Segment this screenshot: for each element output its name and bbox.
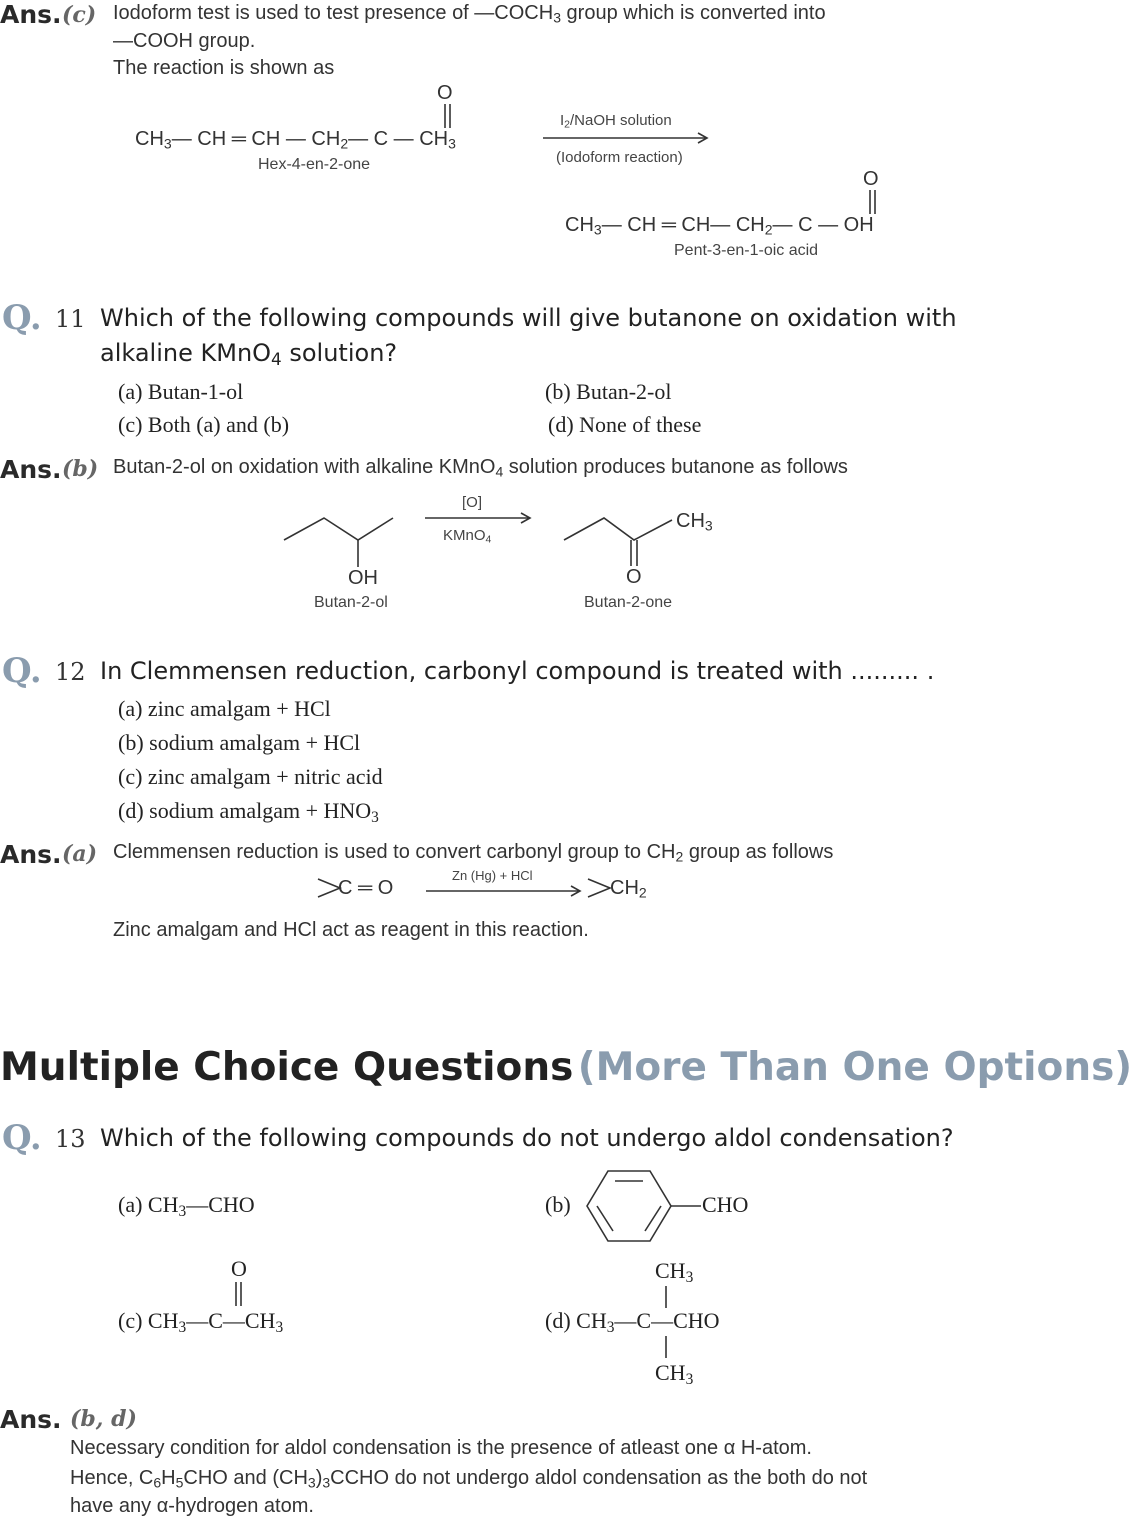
option-c[interactable]: (c) zinc amalgam + nitric acid [118, 764, 383, 789]
carbonyl-oxygen: O [231, 1256, 247, 1281]
answer-text: Butan-2-ol on oxidation with alkaline KMnO$_4$ solution produces butanone as follows [113, 456, 848, 480]
question-text: In Clemmensen reduction, carbonyl compound is treated with ......... . [100, 657, 935, 685]
option-c[interactable]: (c) Both (a) and (b) [118, 412, 290, 437]
answer-text-line1: Necessary condition for aldol condensation is the presence of atleast one α H-atom. [70, 1437, 812, 1459]
reaction-arrow [425, 511, 535, 525]
question-text-line1: Which of the following compounds will give butanone on oxidation with [100, 304, 957, 332]
reagent-label: Zn (Hg) + HCl [452, 868, 533, 883]
answer-label: Ans. [0, 0, 62, 29]
option-d[interactable]: (d) $CH_3—C—CHO$ [545, 1308, 720, 1336]
question-marker: Q. [2, 651, 42, 691]
single-bond-symbol [662, 1336, 670, 1360]
product-oxygen: O [863, 168, 879, 190]
section-title: Multiple Choice Questions [0, 1045, 574, 1090]
reagent-top: $I_2$/NaOH solution [560, 112, 672, 131]
answer-option: (b) [62, 456, 99, 482]
reactant-name: Hex-4-en-2-one [258, 156, 371, 173]
reagent-bottom: (Iodoform reaction) [556, 149, 683, 166]
butan-2-one-structure [560, 510, 680, 570]
option-c[interactable]: (c) $CH_3—C—CH_3$ [118, 1308, 284, 1336]
double-bond-symbol [438, 104, 458, 130]
question-text-line2: alkaline KMnO$_4$ solution? [100, 339, 398, 370]
reagent-bottom: KMnO$_4$ [443, 527, 492, 546]
product-name: Butan-2-one [584, 594, 673, 611]
single-bond-symbol [662, 1286, 670, 1310]
question-number: 12 [55, 658, 86, 686]
answer-label: Ans. [0, 840, 62, 869]
product-name: Pent-3-en-1-oic acid [674, 242, 819, 259]
option-a[interactable]: (a) Butan-1-ol [118, 379, 244, 404]
question-marker: Q. [2, 298, 42, 338]
answer-label: Ans. [0, 455, 62, 484]
answer-text-line3: have any α-hydrogen atom. [70, 1495, 314, 1517]
answer-options: (b, d) [70, 1406, 137, 1432]
option-b[interactable]: (b) sodium amalgam + HCl [118, 730, 361, 755]
reactant-formula: $CH_3—$ CH ═ CH — $CH_2—$ C — $CH_3$ [135, 128, 456, 152]
section-heading [0, 1045, 1132, 1090]
reaction-arrow [543, 131, 713, 145]
methylene-group: $CH_2$ [610, 877, 647, 901]
section-subtitle: (More Than One Options) [577, 1045, 1132, 1090]
product-formula: $CH_3—$ CH ═ CH— $CH_2—$ C — OH [565, 214, 874, 238]
question-number: 13 [55, 1125, 86, 1153]
option-b[interactable]: (b) Butan-2-ol [545, 379, 672, 404]
aldehyde-group: CHO [702, 1192, 749, 1217]
answer-option: (c) [62, 2, 97, 28]
answer-note: Zinc amalgam and HCl act as reagent in this reaction. [113, 919, 589, 941]
answer-text-line3: The reaction is shown as [113, 57, 335, 79]
reagent-top: [O] [462, 494, 483, 511]
option-d[interactable]: (d) sodium amalgam + $HNO_3$ [118, 798, 379, 826]
option-b[interactable]: (b) [545, 1192, 571, 1217]
reaction-arrow [426, 884, 586, 898]
butan-2-ol-structure [280, 510, 400, 570]
hydroxyl-group: OH [348, 567, 378, 589]
methyl-group: $CH_3$ [676, 510, 713, 534]
double-bond-symbol [232, 1282, 248, 1308]
reactant-name: Butan-2-ol [314, 594, 388, 611]
benzene-ring-icon [583, 1168, 703, 1244]
option-a[interactable]: (a) $CH_3—CHO$ [118, 1192, 255, 1220]
option-d[interactable]: (d) None of these [548, 412, 702, 437]
question-text: Which of the following compounds do not undergo aldol condensation? [100, 1124, 954, 1152]
option-a[interactable]: (a) zinc amalgam + HCl [118, 696, 331, 721]
double-bond-symbol [863, 190, 883, 216]
carbonyl-oxygen: O [626, 566, 642, 588]
carbonyl-group: C ═ O [338, 877, 394, 899]
bond-fork-symbol [586, 876, 612, 900]
question-number: 11 [55, 305, 86, 333]
methyl-top: $CH_3$ [655, 1258, 694, 1286]
carbonyl-oxygen: O [437, 82, 453, 104]
answer-text: Clemmensen reduction is used to convert carbonyl group to $CH_2$ group as follows [113, 841, 834, 865]
answer-label: Ans. [0, 1405, 62, 1434]
question-marker: Q. [2, 1118, 42, 1158]
answer-text-line1: Iodoform test is used to test presence of $—COCH_3$ group which is converted into [113, 2, 826, 26]
methyl-bottom: $CH_3$ [655, 1360, 694, 1388]
answer-option: (a) [62, 841, 98, 867]
answer-text-line2: —COOH group. [113, 30, 256, 52]
answer-text-line2: Hence, $C_6H_5CHO$ and $(CH_3)_3CCHO$ do not undergo aldol condensation as the both do not [70, 1467, 868, 1491]
